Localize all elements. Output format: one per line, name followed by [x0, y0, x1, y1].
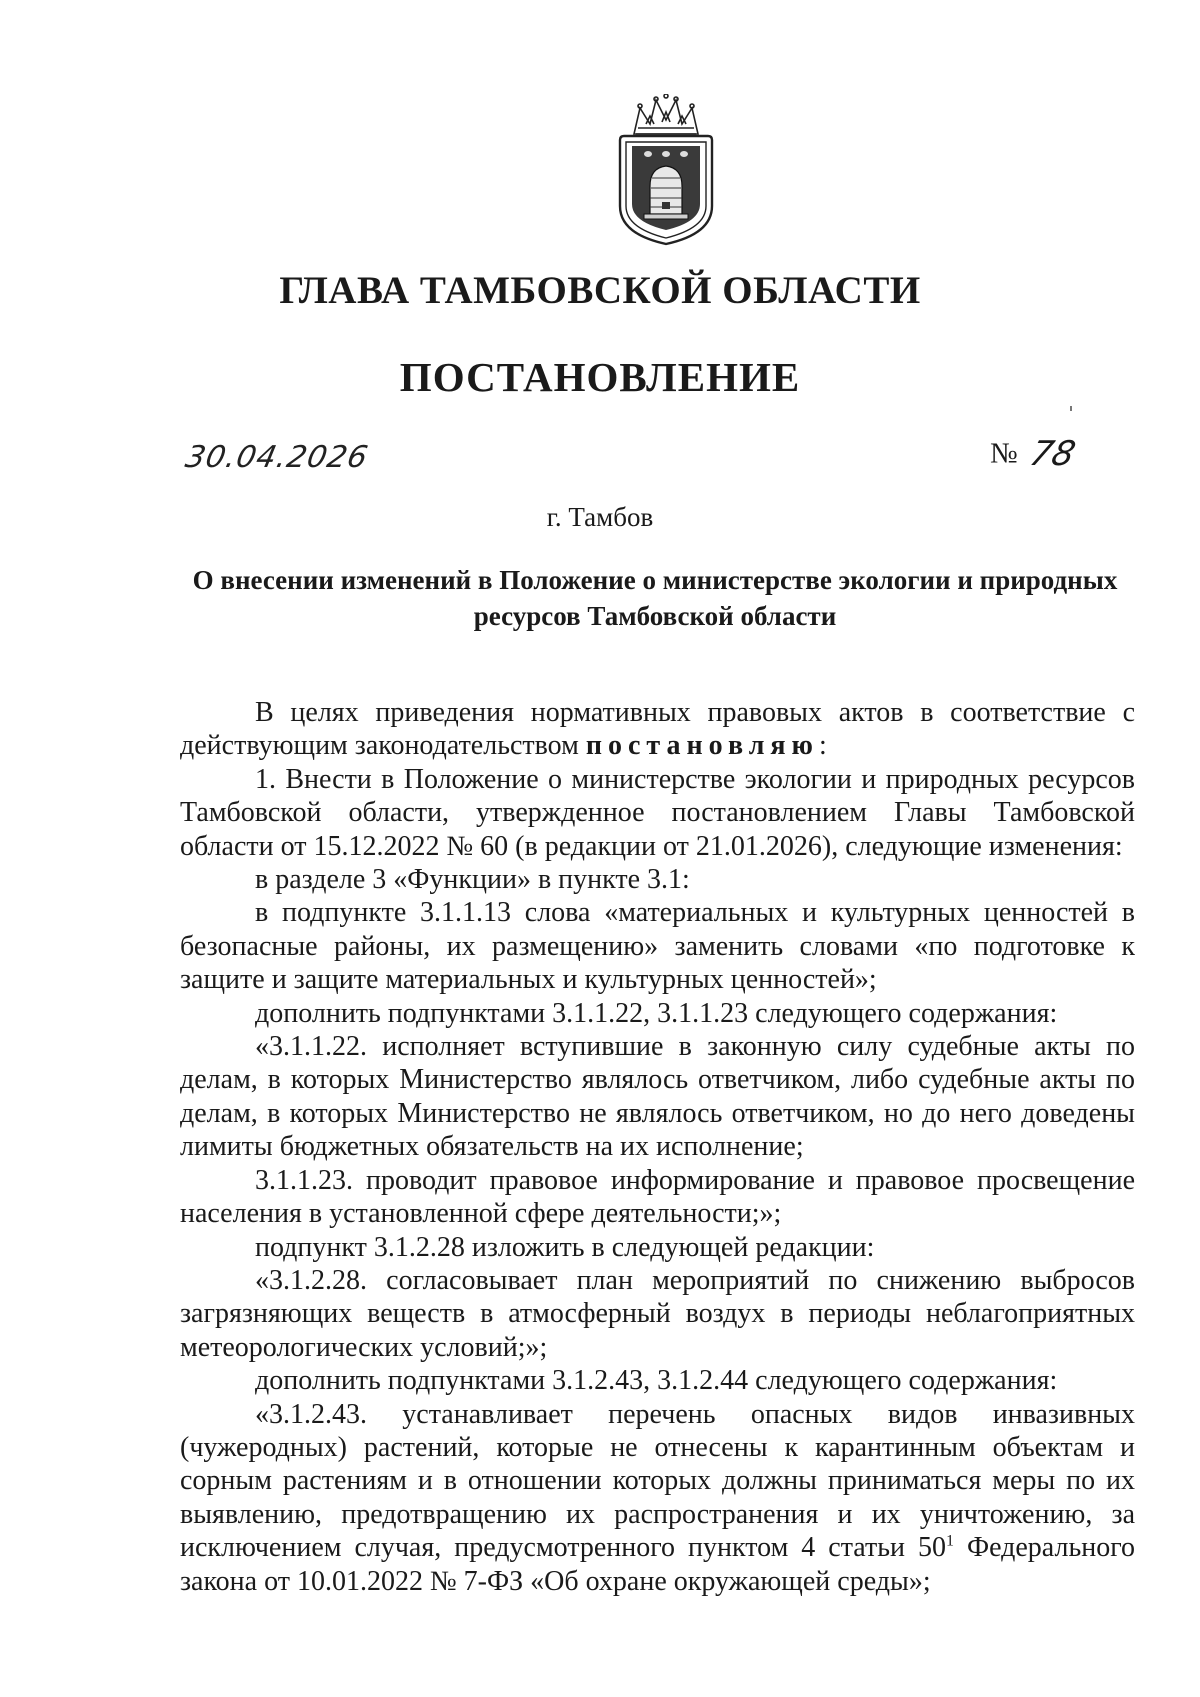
document-subject: О внесении изменений в Положение о министерстве экологии и природных ресурсов Тамбовской области: [192, 565, 1118, 631]
paragraph-5: «3.1.1.22. исполняет вступившие в законную силу судебные акты по делам, в которых Министерство являлось ответчиком, либо судебные акты по делам, в которых Министерство не являлось ответчиком, но до него доведены лимиты бюджетных обязательств на их исполнение;: [180, 1031, 1135, 1163]
handwritten-date: 30.04.2026: [182, 440, 372, 475]
paragraph-10-text-a: «3.1.2.43. устанавливает перечень опасных видов инвазивных (чужеродных) растений, которые не отнесены к карантинным объектам и сорным растениям и в отношении которых должны приниматься меры по их выявлению, предотвращению их распространения и их уничтожению, за исключением случая, предусмотренного пунктом 4 статьи 50: [180, 1398, 1135, 1564]
paragraph-8: «3.1.2.28. согласовывает план мероприятий по снижению выбросов загрязняющих веществ в атмосферный воздух в периоды неблагоприятных метеорологических условий;»;: [180, 1264, 1135, 1363]
paragraph-2: в разделе 3 «Функции» в пункте 3.1:: [255, 864, 690, 896]
paragraph-9: дополнить подпунктами 3.1.2.43, 3.1.2.44 следующего содержания:: [255, 1365, 1058, 1397]
paragraph-4: дополнить подпунктами 3.1.1.22, 3.1.1.23 следующего содержания:: [255, 997, 1058, 1029]
paragraph-1: 1. Внести в Положение о министерстве экологии и природных ресурсов Тамбовской области, утвержденное постановлением Главы Тамбовской области от 15.12.2022 № 60 (в редакции от 21.01.2026), следующие изменения:: [180, 763, 1135, 862]
document-body: [180, 696, 1135, 1598]
decree-keyword: постановляю: [585, 730, 819, 762]
paragraph-3: в подпункте 3.1.1.13 слова «материальных и культурных ценностей в безопасные районы, их размещению» заменить словами «по подготовке к защите и защите материальных и культурных ценностей»;: [180, 897, 1135, 996]
paragraph-10: [180, 1398, 1135, 1598]
document-type-title: ПОСТАНОВЛЕНИЕ: [399, 354, 801, 400]
article-superscript: 1: [945, 1532, 954, 1550]
handwritten-number: 78: [1025, 434, 1080, 474]
scan-speck: [1070, 406, 1072, 411]
paragraph-10-text-b: Федерального закона от 10.01.2022 № 7-ФЗ «Об охране окружающей среды»;: [180, 1532, 1135, 1597]
coat-of-arms-icon: [612, 94, 720, 246]
paragraph-6: 3.1.1.23. проводит правовое информирование и правовое просвещение населения в установленной сфере деятельности;»;: [180, 1164, 1135, 1230]
intro-paragraph: [180, 696, 1135, 763]
document-number: [990, 434, 1080, 474]
number-sign: №: [990, 437, 1018, 470]
paragraph-7: подпункт 3.1.2.28 изложить в следующей редакции:: [255, 1231, 875, 1263]
issue-city: г. Тамбов: [546, 502, 654, 532]
issuing-authority: ГЛАВА ТАМБОВСКОЙ ОБЛАСТИ: [279, 269, 921, 312]
intro-colon: :: [818, 730, 827, 762]
intro-text: В целях приведения нормативных правовых актов в соответствие с действующим законодательством: [180, 697, 1135, 762]
